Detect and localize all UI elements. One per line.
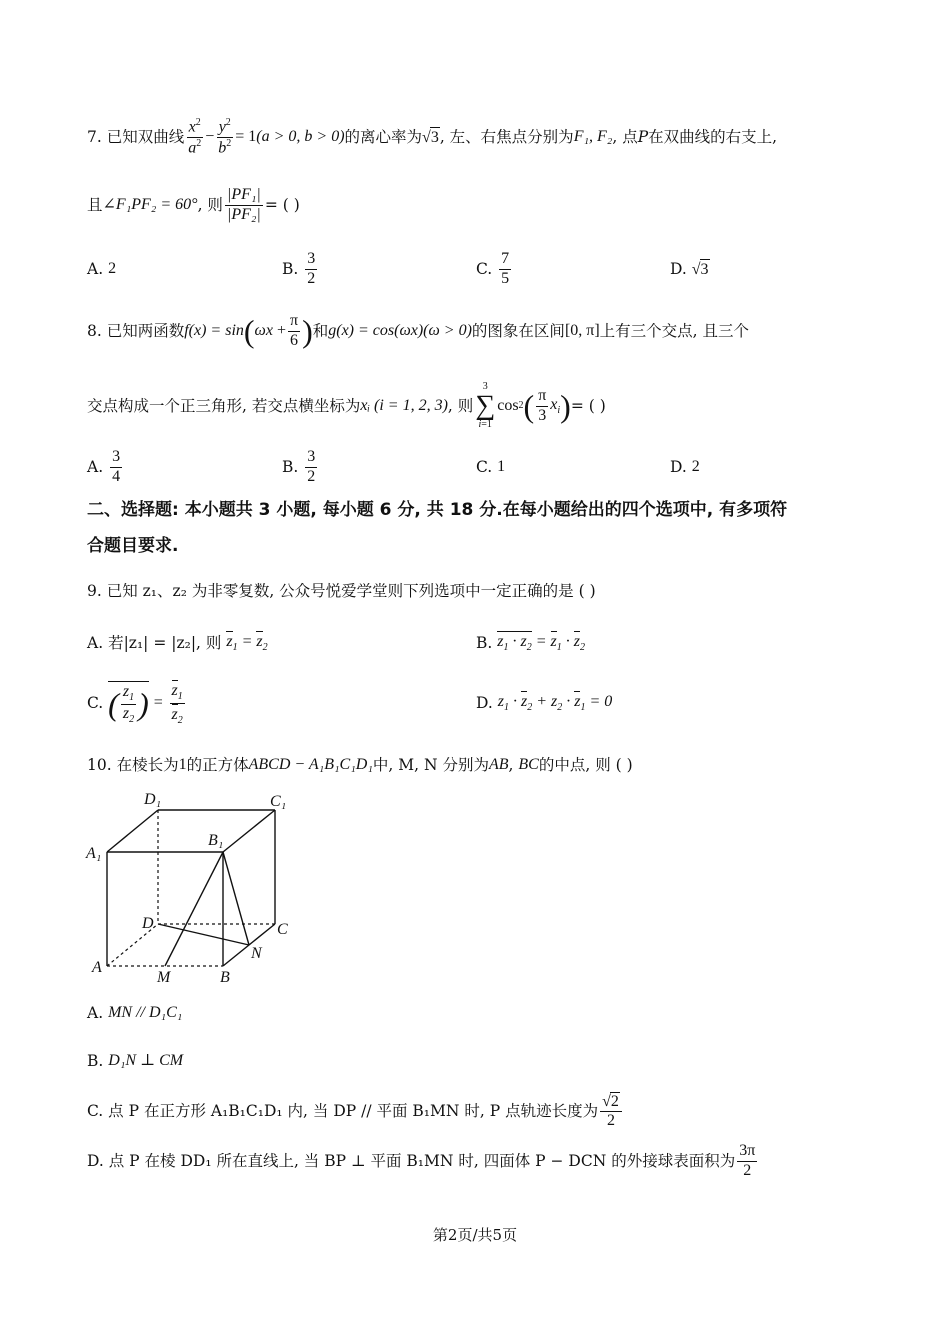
q10-stem: 10. 在棱长为 1 的正方体 ABCD − A₁B₁C₁D₁ 中, M, N 分别为 AB , BC 的中点, 则 ( ) bbox=[87, 755, 633, 774]
q7-point-p: P bbox=[637, 127, 649, 146]
q7-hyperbola-equation: $\frac{x^2}{a^2}$ − $\frac{y^2}{b^2}$ = 1 (a > 0, b > 0) bbox=[188, 116, 345, 156]
q8-prefix: 8. 已知两函数 bbox=[87, 321, 185, 340]
section-2-heading: 二、选择题: 本小题共 3 小题, 每小题 6 分, 共 18 分.在每小题给出的四个选项中, 有多项符 bbox=[87, 500, 788, 520]
q9-option-b: B. $z_1 \cdot z_2 = z_1 \cdot z_2$ bbox=[476, 633, 585, 654]
label-c: C bbox=[277, 921, 288, 938]
q7-mid: 的离心率为 bbox=[344, 127, 423, 146]
q7-tail3: 在双曲线的右支上, bbox=[648, 127, 778, 146]
label-b1: B₁ bbox=[208, 832, 224, 849]
label-d1: D₁ bbox=[144, 791, 162, 808]
cube-diagram bbox=[80, 786, 310, 986]
q7-line2 bbox=[87, 180, 300, 230]
q7-condition: (a > 0, b > 0) bbox=[256, 128, 345, 146]
label-m: M bbox=[157, 969, 171, 986]
q9-option-a: A. 若|z₁| = |z₂|, 则 $z_1 = z_2$ bbox=[87, 633, 268, 654]
q8-option-b: B. $\frac{3}{2}$ bbox=[282, 448, 316, 485]
q9-stem: 9. 已知 z₁、z₂ 为非零复数, 公众号悦爱学堂则下列选项中一定正确的是 ( ) bbox=[87, 582, 596, 600]
label-n: N bbox=[251, 945, 262, 962]
q7-line2-mid: , 则 bbox=[197, 195, 223, 214]
label-a1: A₁ bbox=[86, 845, 102, 862]
q8-f: f(x) = sin bbox=[184, 322, 244, 340]
q7-line2-prefix: 且 bbox=[87, 195, 103, 214]
q8-option-d: D. 2 bbox=[670, 457, 700, 476]
q7-angle: ∠F₁PF₂ = 60° bbox=[102, 196, 198, 214]
label-a: A bbox=[92, 959, 102, 976]
q7-option-a: A. 2 bbox=[87, 259, 117, 278]
q8-f-arg: ( ωx + $\frac{\pi}{6}$ ) bbox=[243, 312, 313, 349]
q7-line1 bbox=[87, 112, 777, 162]
q8-tail: 上有三个交点, 且三个 bbox=[599, 321, 750, 340]
q8-xi: xᵢ (i = 1, 2, 3) bbox=[360, 397, 448, 415]
q8-g: g(x) = cos(ωx)(ω > 0) bbox=[328, 322, 472, 340]
q8-sum: 3 ∑ i=1 cos 2 ( $\frac{\pi}{3}$ $x_i$ ) bbox=[475, 381, 571, 430]
q9-option-d: D. $z_1 \cdot z_2 + z_2 \cdot z_1 = 0$ bbox=[476, 693, 613, 714]
q8-and: 和 bbox=[312, 321, 329, 340]
q7-prefix: 7. 已知双曲线 bbox=[87, 127, 185, 146]
q10-option-d: D. 点 P 在棱 DD₁ 所在直线上, 当 BP ⊥ 平面 B₁MN 时, 四面体 P − DCN 的外接球表面积为 $\frac{3\pi}{2}$ bbox=[87, 1142, 756, 1179]
q7-blank: = ( ) bbox=[264, 195, 300, 214]
q10-option-a: A. MN // D₁C₁ bbox=[87, 1003, 183, 1022]
q7-option-b: B. $\frac{3}{2}$ bbox=[282, 250, 316, 287]
q8-option-c: C. 1 bbox=[476, 457, 506, 476]
section-2-heading-cont: 合题目要求. bbox=[87, 536, 179, 556]
q9-option-c: C. ( $\frac{z_1}{z_2}$ ) = $\frac{z_1}{z_2}$ bbox=[87, 681, 183, 726]
q7-tail: , 左、右焦点分别为 bbox=[439, 127, 574, 146]
q8-line1 bbox=[87, 306, 749, 356]
q7-option-c: C. $\frac{7}{5}$ bbox=[476, 250, 510, 287]
q8-interval: [0, π] bbox=[564, 322, 600, 340]
label-c1: C₁ bbox=[270, 793, 287, 810]
label-d: D bbox=[142, 915, 154, 932]
q10-option-c: C. 点 P 在正方形 A₁B₁C₁D₁ 内, 当 DP // 平面 B₁MN 时, P 点轨迹长度为 $\frac{√2}{2}$ bbox=[87, 1088, 624, 1134]
q7-ratio: $\frac{\text{|PF₁|}}{\text{|PF₂|}}$ bbox=[226, 186, 261, 223]
q8-option-a: A. $\frac{3}{4}$ bbox=[87, 448, 121, 485]
q7-option-d: D. √3 bbox=[670, 259, 709, 278]
q8-mid: 的图象在区间 bbox=[471, 321, 565, 340]
q7-eccentricity: √3 bbox=[422, 128, 439, 146]
page-footer: 第2页/共5页 bbox=[432, 1226, 518, 1244]
q8-line2: 交点构成一个正三角形, 若交点横坐标为 xᵢ (i = 1, 2, 3) , 则 3 ∑ i=1 cos 2 ( $\frac{\pi}{3}$ $x_i$ ) = ( ) bbox=[87, 381, 606, 430]
q7-tail2: , 点 bbox=[612, 127, 638, 146]
label-b: B bbox=[220, 969, 230, 986]
q10-option-b: B. D₁N ⊥ CM bbox=[87, 1051, 184, 1070]
q7-foci: F₁, F₂ bbox=[573, 128, 613, 146]
